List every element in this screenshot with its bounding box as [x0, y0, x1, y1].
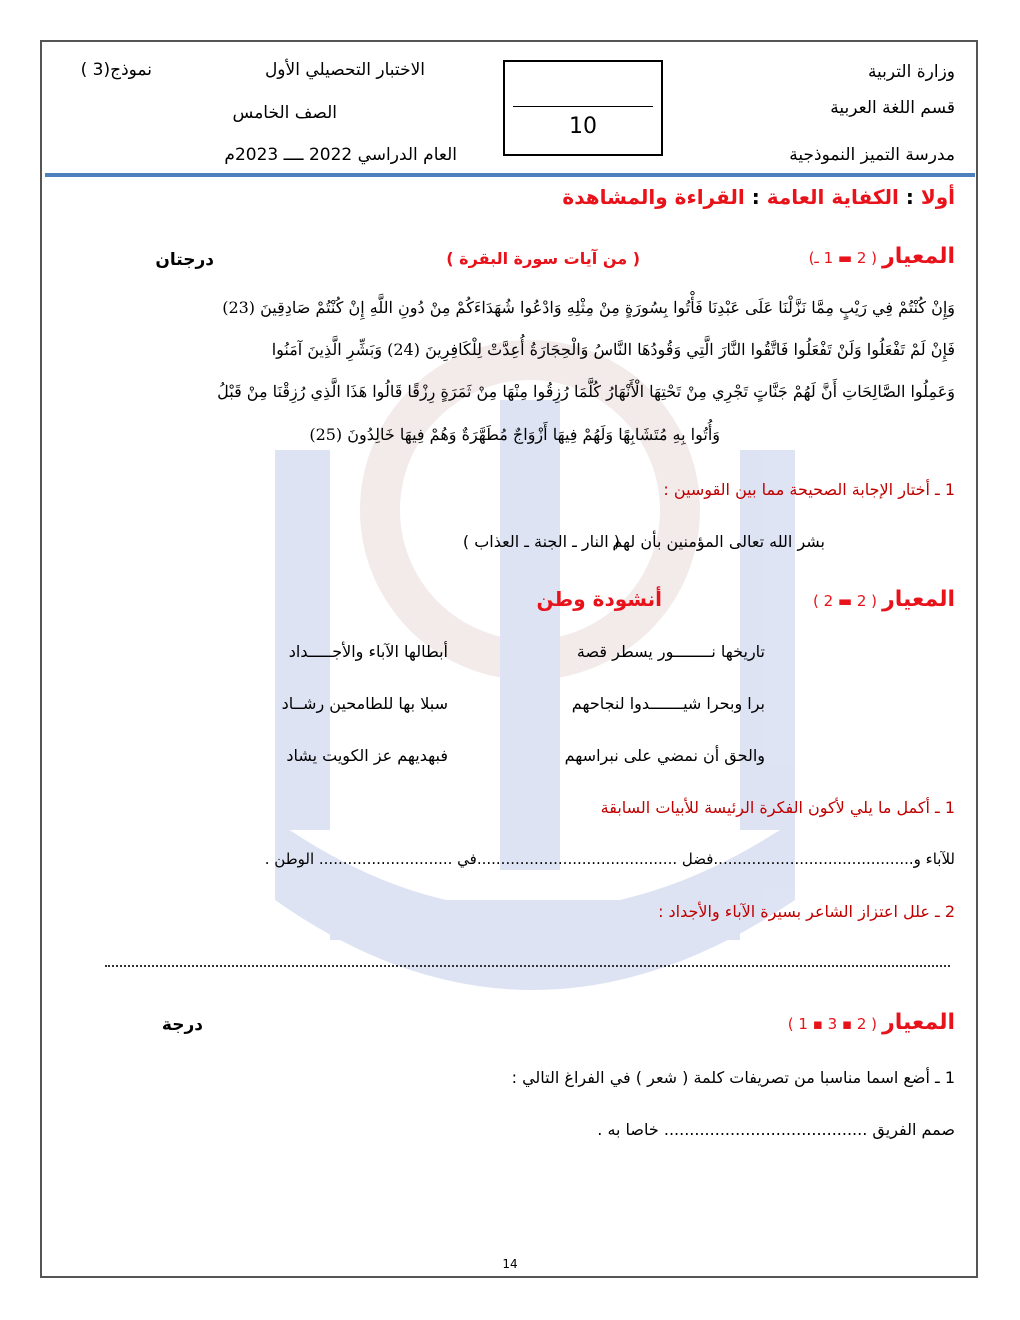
quran-line-3: وَعَمِلُوا الصَّالِحَاتِ أَنَّ لَهُمْ جَنَّاتٍ تَجْرِي مِنْ تَحْتِهَا الْأَنْهَارُ كُلَّمَا رُزِقُوا مِنْهَا مِنْ ثَمَرَةٍ رِزْقًا قَالُوا هَذَا الَّذِي رُزِقْنَا مِنْ قَبْلُ	[217, 382, 955, 401]
criterion-1-marks: درجتان	[155, 250, 214, 270]
q1-instruction: 1 ـ أختار الإجابة الصحيحة مما بين القوسين :	[663, 480, 955, 499]
q4-sentence: صمم الفريق ........................................ خاصا به .	[597, 1120, 955, 1139]
header-rule	[45, 173, 975, 177]
answer-line	[105, 965, 950, 967]
grade-label: الصف الخامس	[232, 103, 337, 123]
section-first: أولا	[920, 185, 955, 209]
department-label: قسم اللغة العربية	[830, 98, 955, 118]
exam-title: الاختبار التحصيلي الأول	[264, 60, 425, 80]
criterion-label: المعيار	[882, 244, 955, 269]
poem-line-2-left: سبلا بها للطامحين رشــاد	[281, 694, 448, 713]
q2-instruction: 1 ـ أكمل ما يلي لأكون الفكرة الرئيسة للأبيات السابقة	[600, 798, 955, 817]
criterion-3-marks: درجة	[161, 1015, 203, 1035]
score-divider	[513, 106, 653, 107]
criterion-1-title: ( من آيات سورة البقرة )	[446, 249, 640, 268]
poem-line-1-left: أبطالها الآباء والأجـــــداد	[288, 642, 448, 661]
page-number: 14	[502, 1257, 518, 1271]
school-label: مدرسة التميز النموذجية	[789, 145, 955, 165]
criterion-1-nums: ( 2 ▬ 1 ـ)	[808, 249, 878, 267]
section-sep: :	[898, 185, 921, 209]
q1-choices: ( النار ـ الجنة ـ العذاب )	[462, 532, 620, 551]
section-title	[562, 185, 955, 209]
criterion-3-nums: ( 2 ▪ 3 ▪ 1 )	[787, 1015, 878, 1033]
criterion-label: المعيار	[882, 1010, 955, 1035]
criterion-3	[788, 1010, 955, 1035]
poem-line-3-left: فبهديهم عز الكويت يشاد	[286, 746, 448, 765]
quran-line-1: وَإِنْ كُنْتُمْ فِي رَيْبٍ مِمَّا نَزَّلْنَا عَلَى عَبْدِنَا فَأْتُوا بِسُورَةٍ مِنْ مِثْلِهِ وَادْعُوا شُهَدَاءَكُمْ مِنْ دُونِ اللَّهِ إِنْ كُنْتُمْ صَادِقِينَ (23)	[222, 298, 955, 317]
watermark-logo	[180, 300, 880, 1050]
year-label: العام الدراسي 2022 ــــ 2023م	[224, 145, 457, 165]
q1-prompt: بشر الله تعالى المؤمنين بأن لهم	[612, 532, 825, 551]
criterion-2	[813, 587, 955, 612]
model-label: نموذج(3 )	[80, 60, 152, 80]
quran-line-2: فَإِنْ لَمْ تَفْعَلُوا وَلَنْ تَفْعَلُوا فَاتَّقُوا النَّارَ الَّتِي وَقُودُهَا النَّاسُ وَالْحِجَارَةُ أُعِدَّتْ لِلْكَافِرِينَ (24) وَبَشِّرِ الَّذِينَ آمَنُوا	[271, 340, 955, 359]
section-sep2: :	[744, 185, 767, 209]
criterion-label: المعيار	[882, 587, 955, 612]
q3-instruction: 2 ـ علل اعتزاز الشاعر بسيرة الآباء والأجداد :	[658, 902, 955, 921]
quran-line-4: وَأُتُوا بِهِ مُتَشَابِهًا وَلَهُمْ فِيهَا أَزْوَاجٌ مُطَهَّرَةٌ وَهُمْ فِيهَا خَالِدُونَ (25)	[309, 425, 720, 444]
q4-instruction: 1 ـ أضع اسما مناسبا من تصريفات كلمة ( شعر ) في الفراغ التالي :	[511, 1068, 955, 1087]
poem-title: أنشودة وطن	[536, 587, 662, 611]
q2-fill: للآباء و..........................................فضل ..........................................في ............................ الوطن .	[264, 850, 955, 868]
ministry-label: وزارة التربية	[867, 62, 955, 82]
score-total: 10	[569, 114, 597, 139]
criterion-2-nums: ( 2 ▬ 2 )	[812, 592, 878, 610]
section-name: القراءة والمشاهدة	[562, 185, 745, 209]
poem-line-3-right: والحق أن نمضي على نبراسهم	[564, 746, 765, 765]
poem-line-1-right: تاريخها نــــــــور يسطر قصة	[576, 642, 765, 661]
score-box	[503, 60, 663, 156]
poem-line-2-right: برا وبحرا شيـــــــدوا لنجاحهم	[571, 694, 765, 713]
section-competency: الكفاية العامة	[766, 185, 899, 209]
criterion-1	[809, 244, 955, 269]
